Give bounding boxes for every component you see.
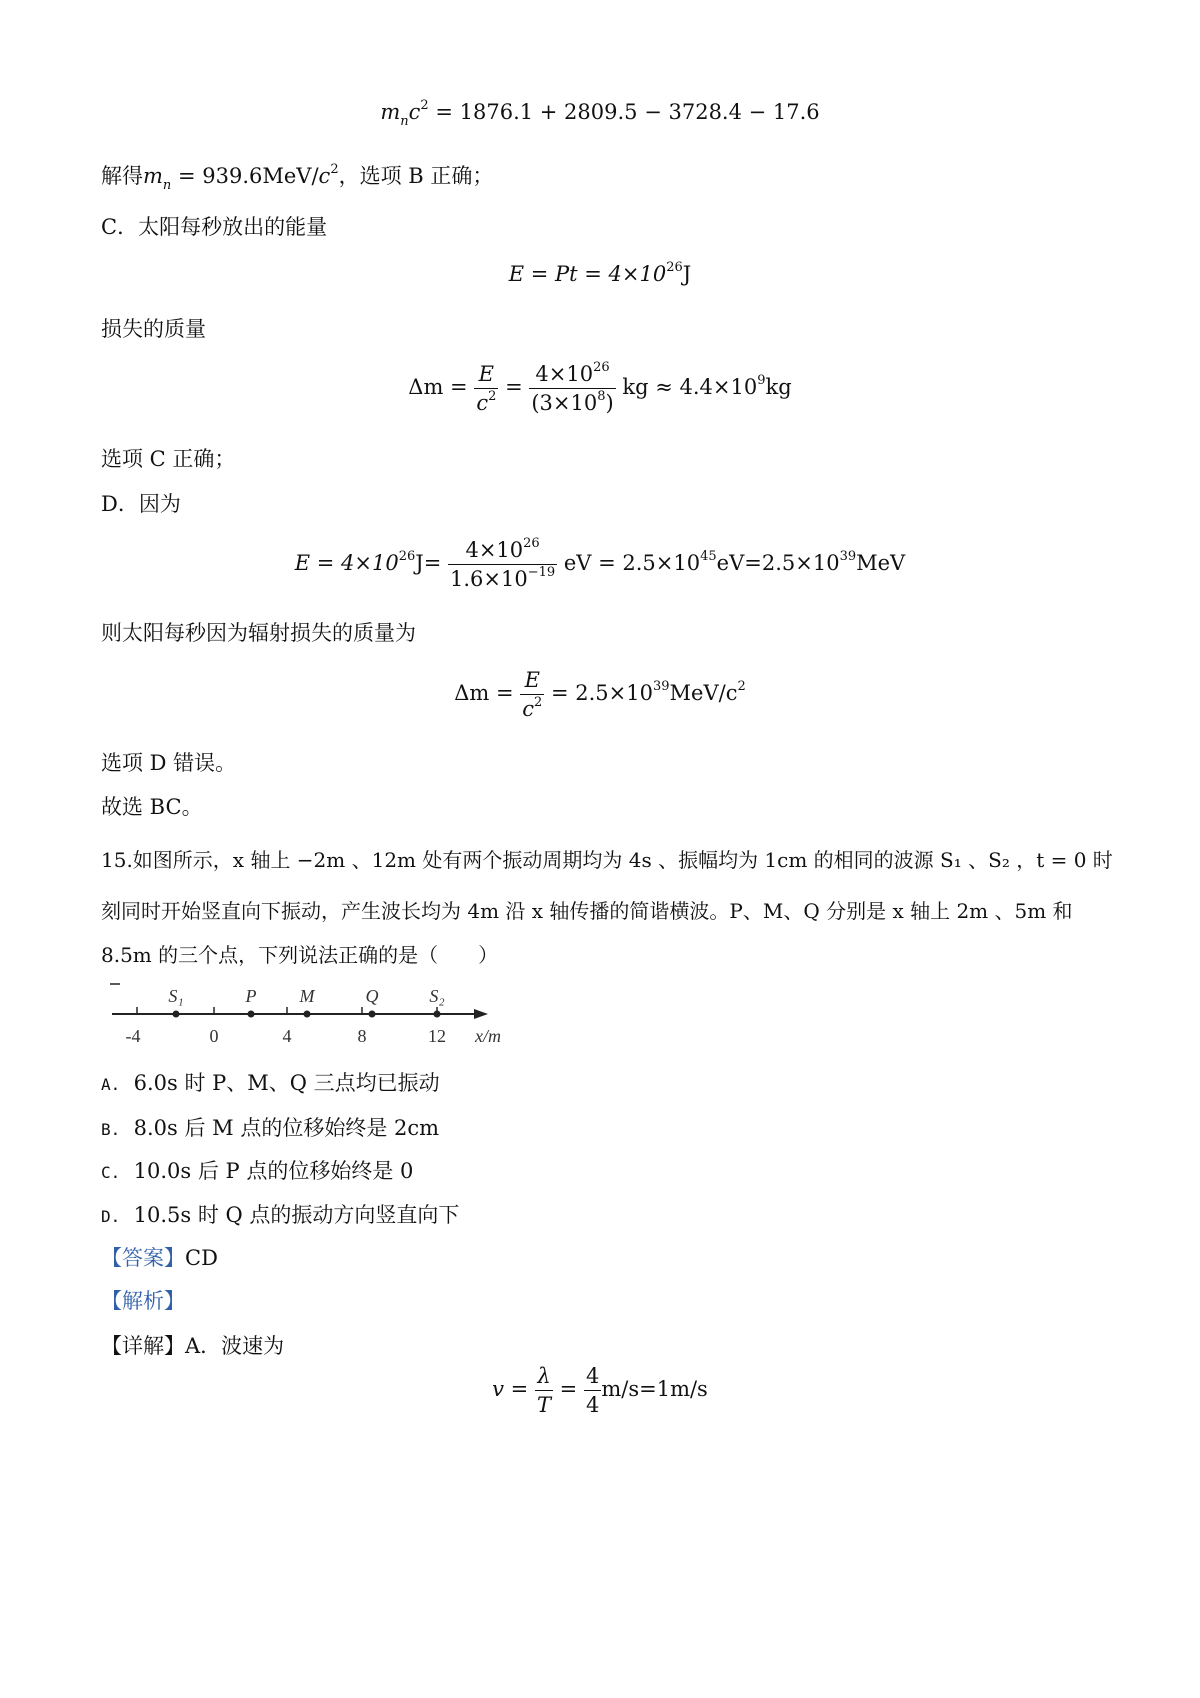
question-15-line-3: 8.5m 的三个点，下列说法正确的是（ ） (101, 943, 499, 967)
tick-label-8: 8 (357, 1026, 367, 1046)
fraction-energy-over-c-squared: $\frac{4\times 10^{26}}{(3\times 10^8)}$ (531, 360, 614, 415)
option-d-wrong: 选项 D 错误。 (101, 751, 237, 775)
analysis-label: 【解析】 (101, 1289, 185, 1313)
fraction-e-over-c2-2: $\frac{E}{c^2}$ (522, 668, 543, 721)
number-line-figure (100, 978, 520, 1053)
option-a: A. 6.0s 时 P、M、Q 三点均已振动 (101, 1071, 440, 1095)
option-c: C. 10.0s 后 P 点的位移始终是 0 (101, 1159, 414, 1183)
option-c-correct: 选项 C 正确； (101, 447, 236, 471)
equation-mn: $m_nc^2 = 1876.1 + 2809.5 - 3728.4 - 17.6$ (380, 98, 820, 129)
detail-text: A．波速为 (185, 1334, 285, 1358)
equation-mass-loss-1: Δm = $\frac{E}{c^2}$ = $\frac{4\times 10^{26}}{(3\times 10^8)}$ kg ≈ $4.4\times 10^9kg$ (408, 360, 792, 415)
detail-line (101, 1330, 284, 1360)
equation-energy-ev: $E = 4\times 10^{26}J=$ $\frac{4\times 10^{26}}{1.6\times 10^{-19}}$ eV = $2.5\times 10^{45}eV=2.5\times 10^{39}MeV$ (294, 536, 906, 591)
question-15-line-2: 刻同时开始竖直向下振动，产生波长均为 4m 沿 x 轴传播的简谐横波。P、M、Q 分别是 x 轴上 2m 、5m 和 (101, 899, 1073, 923)
answer-label: 【答案】 (101, 1246, 185, 1270)
detail-label: 【详解】 (101, 1334, 185, 1358)
solve-line: 解得$m_n = 939.6MeV/c^2$，选项 B 正确； (101, 162, 494, 193)
label-m: M (299, 986, 315, 1006)
axis-label: x/m (475, 1026, 501, 1046)
fraction-lambda-over-t: $\frac{\lambda}{T}$ (536, 1364, 551, 1417)
tick-label-12: 12 (428, 1026, 446, 1046)
point-m (304, 1011, 311, 1018)
point-q (369, 1011, 376, 1018)
label-p: P (245, 986, 257, 1006)
tick-label-minus-4: -4 (125, 1026, 141, 1046)
option-d: D. 10.5s 时 Q 点的振动方向竖直向下 (101, 1203, 460, 1227)
fraction-4-over-4: $\frac{4}{4}$ (585, 1364, 600, 1417)
tick-label-4: 4 (282, 1026, 292, 1046)
option-b: B. 8.0s 后 M 点的位移始终是 2cm (101, 1116, 440, 1140)
point-p (248, 1011, 255, 1018)
option-d-intro: D．因为 (101, 492, 181, 516)
d-mass-label: 则太阳每秒因为辐射损失的质量为 (101, 621, 416, 645)
answer-line (101, 1242, 218, 1272)
tick-label-0: 0 (209, 1026, 219, 1046)
axis-arrow (474, 1009, 488, 1019)
fraction-joule-to-ev: $\frac{4\times 10^{26}}{1.6\times 10^{-19}}$ (450, 536, 556, 591)
final-choice: 故选 BC。 (101, 795, 203, 819)
label-s2: S₂ (429, 986, 445, 1006)
point-s2 (434, 1011, 441, 1018)
label-s1: S₁ (168, 986, 184, 1006)
equation-energy: $E = Pt = 4\times 10^{26}J$ (508, 260, 692, 286)
question-15-line-1: 15.如图所示，x 轴上 −2m 、12m 处有两个振动周期均为 4s 、振幅均为 1cm 的相同的波源 S₁ 、S₂ ，t = 0 时 (101, 848, 1113, 872)
equation-mass-loss-2: Δm = $\frac{E}{c^2}$ = $2.5\times 10^{39}MeV/c^2$ (454, 668, 746, 721)
point-s1 (173, 1011, 180, 1018)
equation-wave-speed: v = $\frac{\lambda}{T}$ = $\frac{4}{4}$ m/s=1m/s (492, 1364, 708, 1417)
answer-value: CD (185, 1246, 218, 1270)
label-q: Q (365, 986, 379, 1006)
option-c-intro: C．太阳每秒放出的能量 (101, 215, 328, 239)
fraction-e-over-c2: $\frac{E}{c^2}$ (476, 362, 497, 415)
mass-loss-label: 损失的质量 (101, 317, 206, 341)
